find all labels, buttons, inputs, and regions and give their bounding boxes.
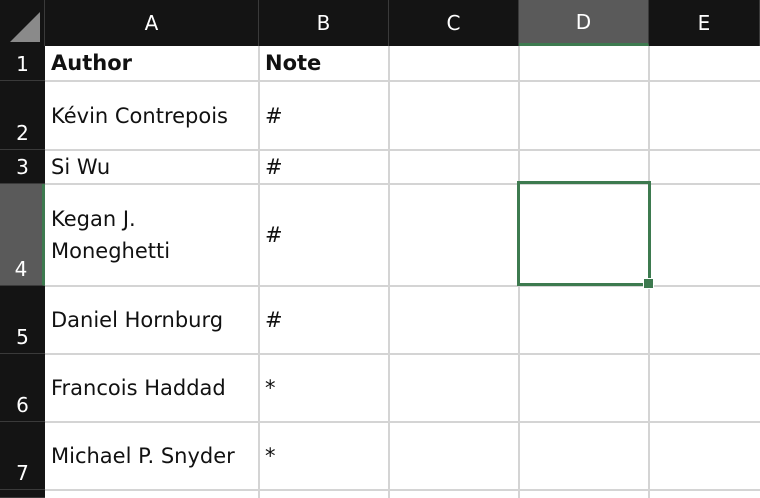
gridline-horizontal (45, 489, 760, 491)
select-all-triangle-icon (10, 12, 40, 42)
row-header-1[interactable]: 1 (0, 46, 45, 81)
cell-a2[interactable]: Kévin Contrepois (51, 103, 228, 128)
row-header-4[interactable]: 4 (0, 184, 45, 286)
column-header-a[interactable]: A (45, 0, 259, 46)
fill-handle[interactable] (643, 278, 654, 289)
row-header-8-partial[interactable] (0, 490, 45, 498)
select-all-corner[interactable] (0, 0, 45, 46)
row-header-6[interactable]: 6 (0, 354, 45, 422)
cell-b7[interactable]: * (265, 444, 276, 468)
cell-a5[interactable]: Daniel Hornburg (51, 308, 224, 332)
active-cell-selection[interactable] (517, 181, 651, 286)
cell-a1[interactable]: Author (51, 51, 132, 75)
column-header-e[interactable]: E (649, 0, 760, 46)
cell-a4[interactable]: Kegan J. Moneghetti (51, 207, 171, 263)
row-header-7[interactable]: 7 (0, 422, 45, 490)
cell-b2[interactable]: # (265, 103, 283, 128)
column-header-d[interactable]: D (519, 0, 649, 46)
row-header-2[interactable]: 2 (0, 81, 45, 150)
cell-a3[interactable]: Si Wu (51, 155, 111, 179)
column-header-b[interactable]: B (259, 0, 389, 46)
cell-b3[interactable]: # (265, 155, 283, 179)
cell-b1[interactable]: Note (265, 51, 322, 75)
cell-b4[interactable]: # (265, 223, 283, 247)
row-header-3[interactable]: 3 (0, 150, 45, 184)
cell-b5[interactable]: # (265, 308, 283, 332)
cell-a7[interactable]: Michael P. Snyder (51, 444, 235, 468)
gridline-vertical (388, 46, 390, 498)
cell-b6[interactable]: * (265, 376, 276, 400)
cell-a6[interactable]: Francois Haddad (51, 376, 226, 400)
row-header-5[interactable]: 5 (0, 286, 45, 354)
column-header-c[interactable]: C (389, 0, 519, 46)
